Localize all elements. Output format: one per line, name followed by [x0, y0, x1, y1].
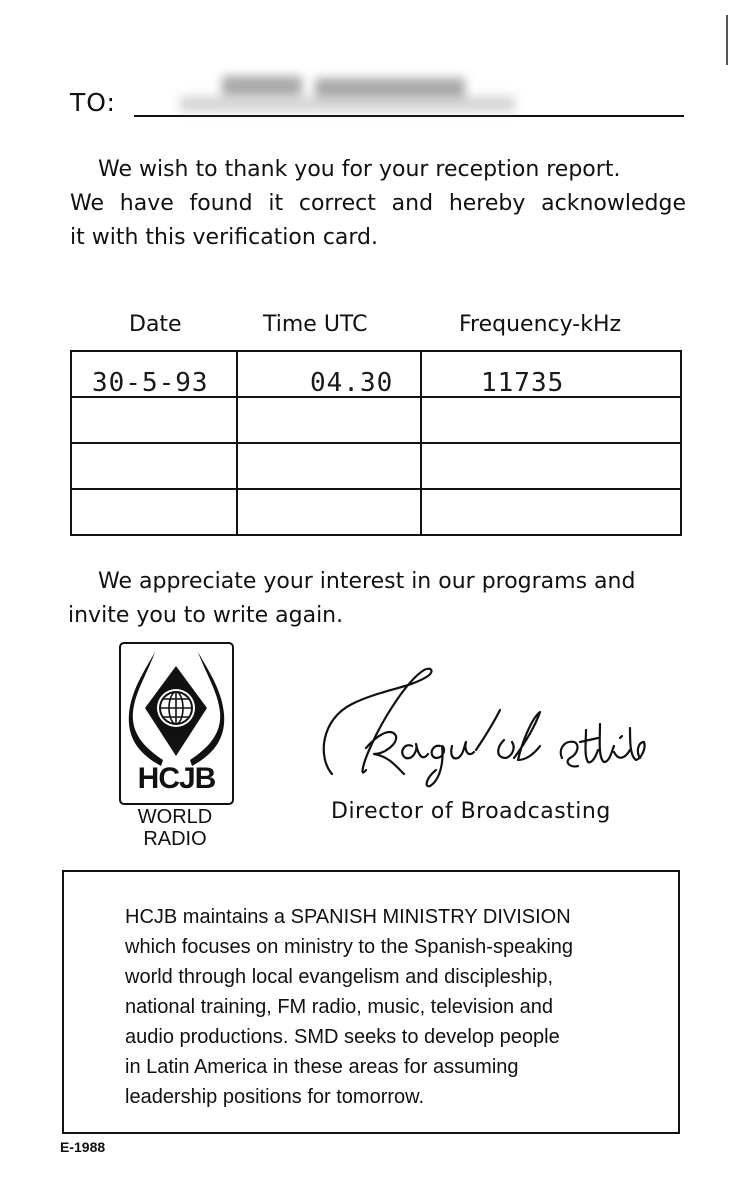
- info-line: audio productions. SMD seeks to develop people: [125, 1026, 560, 1048]
- form-code: E-1988: [60, 1139, 106, 1155]
- logo-world-radio-text: [100, 806, 250, 850]
- thanks-line-2: We have found it correct and hereby acknowledge: [70, 191, 686, 216]
- handwritten-signature: [300, 662, 650, 792]
- appreciation-paragraph: [68, 565, 688, 633]
- card-edge-mark: [726, 15, 728, 65]
- header-date: Date: [129, 312, 182, 337]
- info-box-text: [125, 902, 617, 1112]
- header-time-utc: Time UTC: [263, 312, 368, 337]
- to-label: TO:: [70, 88, 116, 117]
- appreciation-line-2: invite you to write again.: [68, 603, 344, 628]
- recipient-name-redacted: [180, 66, 515, 118]
- table-row-divider: [72, 488, 680, 490]
- cell-frequency: 11735: [481, 368, 565, 398]
- cell-time-utc: 04.30: [310, 368, 394, 398]
- table-row-divider: [72, 442, 680, 444]
- logo-world-line: WORLD: [137, 806, 213, 828]
- info-line: which focuses on ministry to the Spanish-speaking: [125, 936, 574, 958]
- header-frequency: Frequency-kHz: [459, 312, 622, 337]
- logo-hcjb-text: HCJB: [137, 762, 216, 795]
- signature-title: Director of Broadcasting: [331, 799, 611, 824]
- logo-radio-line: RADIO: [143, 828, 207, 850]
- info-line: in Latin America in these areas for assuming: [125, 1056, 519, 1078]
- thanks-line-3: it with this verification card.: [70, 225, 379, 250]
- info-line: world through local evangelism and discipleship,: [125, 966, 554, 988]
- info-line: national training, FM radio, music, television and: [125, 996, 553, 1018]
- appreciation-line-1: We appreciate your interest in our programs and: [98, 569, 636, 594]
- cell-date: 30-5-93: [92, 368, 209, 398]
- info-line: HCJB maintains a SPANISH MINISTRY DIVISION: [125, 906, 571, 928]
- info-line: leadership positions for tomorrow.: [125, 1086, 425, 1108]
- thanks-paragraph: [70, 153, 690, 255]
- thanks-line-1: We wish to thank you for your reception report.: [98, 157, 621, 182]
